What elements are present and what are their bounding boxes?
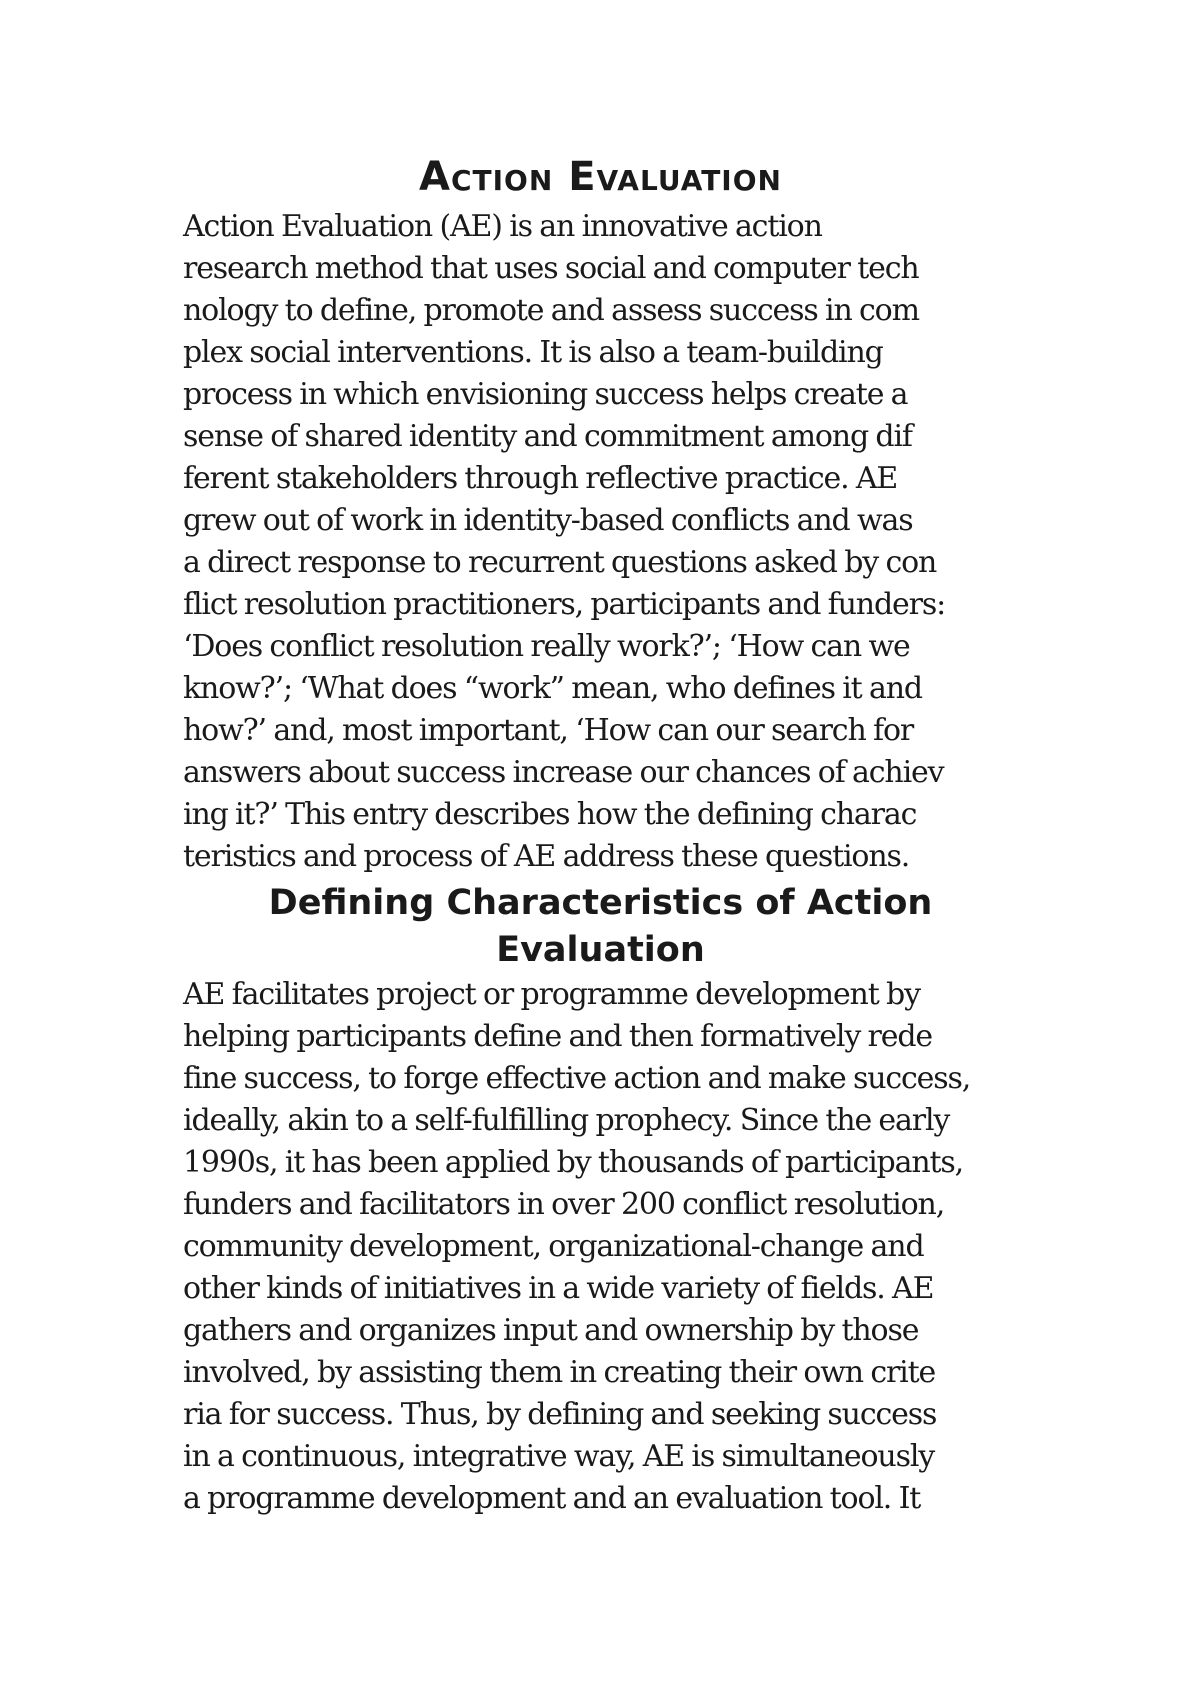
- text-line: nology to define, promote and assess success in com: [183, 293, 919, 328]
- text-line: process in which envisioning success helps create a: [183, 377, 908, 412]
- text-line: how?’ and, most important, ‘How can our search for: [183, 713, 914, 748]
- text-line: ferent stakeholders through reflective practice. AE: [183, 461, 898, 496]
- text-line: ‘Does conflict resolution really work?’; ‘How can we: [183, 629, 910, 664]
- text-line: grew out of work in identity-based conflicts and was: [183, 503, 913, 538]
- text-line: other kinds of initiatives in a wide variety of fields. AE: [183, 1271, 934, 1306]
- text-line: a direct response to recurrent questions asked by con: [183, 545, 937, 580]
- text-line: involved, by assisting them in creating their own crite: [183, 1355, 936, 1390]
- section-heading: [183, 880, 1018, 974]
- text-line: teristics and process of AE address these questions.: [183, 839, 910, 874]
- text-line: in a continuous, integrative way, AE is simultaneously: [183, 1439, 935, 1474]
- text-line: ria for success. Thus, by defining and seeking success: [183, 1397, 937, 1432]
- text-line: fine success, to forge effective action and make success,: [183, 1061, 971, 1096]
- article-content: [183, 148, 1018, 1520]
- text-line: plex social interventions. It is also a team-building: [183, 335, 883, 370]
- text-line: a programme development and an evaluation tool. It: [183, 1481, 921, 1516]
- article-title: Action Evaluation: [419, 154, 782, 200]
- section-heading-line: Evaluation: [496, 930, 705, 970]
- text-line: sense of shared identity and commitment among dif: [183, 419, 912, 454]
- text-line: AE facilitates project or programme development by: [183, 977, 920, 1012]
- text-line: ideally, akin to a self-fulfilling prophecy. Since the early: [183, 1103, 950, 1138]
- text-line: 1990s, it has been applied by thousands of participants,: [183, 1145, 964, 1180]
- text-line: research method that uses social and computer tech: [183, 251, 919, 286]
- text-line: gathers and organizes input and ownership by those: [183, 1313, 919, 1348]
- text-line: Action Evaluation (AE) is an innovative action: [183, 209, 822, 244]
- text-line: know?’; ‘What does “work” mean, who defines it and: [183, 671, 922, 706]
- text-line: community development, organizational-change and: [183, 1229, 924, 1264]
- text-line: ing it?’ This entry describes how the defining charac: [183, 797, 917, 832]
- text-line: helping participants define and then formatively rede: [183, 1019, 932, 1054]
- section-heading-line: Defining Characteristics of Action: [268, 883, 933, 923]
- text-line: flict resolution practitioners, participants and funders:: [183, 587, 946, 622]
- intro-paragraph: [183, 206, 1018, 878]
- text-line: funders and facilitators in over 200 conflict resolution,: [183, 1187, 945, 1222]
- text-line: answers about success increase our chances of achiev: [183, 755, 944, 790]
- section-paragraph: [183, 974, 1018, 1520]
